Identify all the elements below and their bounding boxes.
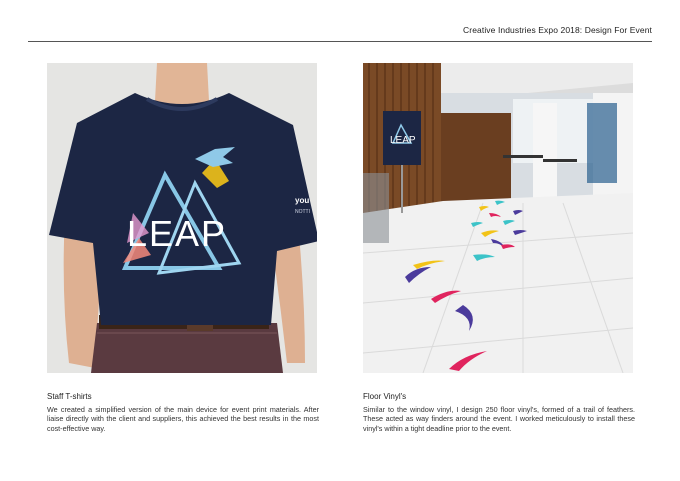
sleeve-print-text: you: [295, 196, 310, 205]
caption-body-tshirts: We created a simplified version of the main device for event print materials. After liaise directly with the client and suppliers, this achieved the best results in the most cost-effective way.: [47, 405, 319, 433]
caption-title-floor-vinyl: Floor Vinyl's: [363, 392, 407, 401]
caption-title-tshirts: Staff T-shirts: [47, 392, 92, 401]
tshirt-photo: [47, 63, 317, 373]
sleeve-print-subtext: NOTTI: [295, 209, 310, 215]
shirt-logo-text: LEAP: [127, 213, 228, 254]
caption-body-floor-vinyl: Similar to the window vinyl, I design 250 floor vinyl's, formed of a trail of feathers. These acted as way finders around the event. I worked meticulously to install these vinyl's within a tight deadline prior to the event.: [363, 405, 635, 433]
poster-text: LEAP: [390, 135, 416, 146]
header-divider: [28, 41, 652, 42]
floor-vinyl-photo: [363, 63, 633, 373]
page-header-title: Creative Industries Expo 2018: Design For Event: [463, 25, 652, 35]
